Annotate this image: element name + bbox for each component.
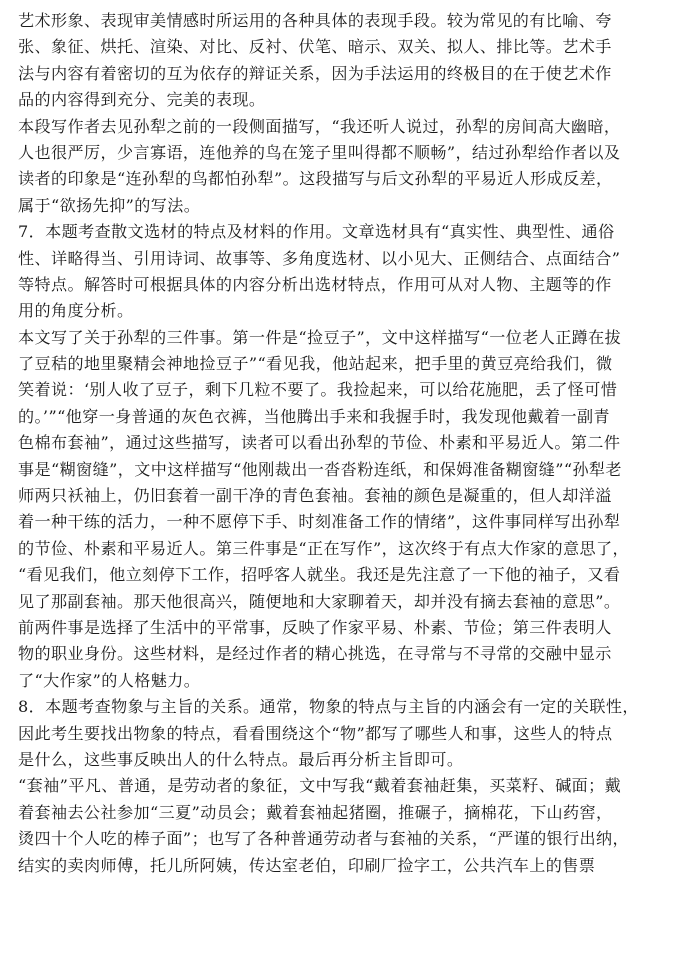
text-line: 8．本题考查物象与主旨的关系。通常，物象的特点与主旨的内涵会有一定的关联性， xyxy=(18,697,639,717)
text-line: 色棉布套袖”，通过这些描写，读者可以看出孙犁的节俭、朴素和平易近人。第二件 xyxy=(18,433,621,453)
text-line: 的。’”“他穿一身普通的灰色衣裤，当他腾出手来和我握手时，我发现他戴着一副青 xyxy=(18,406,611,426)
text-line: 见了那副套袖。那天他很高兴，随便地和大家聊着天，却并没有摘去套袖的意思”。 xyxy=(18,591,621,611)
text-line: 人也很严厉，少言寡语，连他养的鸟在笼子里叫得都不顺畅”，结过孙犁给作者以及 xyxy=(18,142,621,162)
text-line: “套袖”平凡、普通，是劳动者的象征，文中写我“戴着套袖赶集，买菜籽、碱面；戴 xyxy=(18,776,622,796)
text-line: 张、象征、烘托、渲染、对比、反衬、伏笔、暗示、双关、拟人、排比等。艺术手 xyxy=(18,37,612,57)
text-line: 烫四十个人吃的棒子面”；也写了各种普通劳动者与套袖的关系，“严谨的银行出纳， xyxy=(18,829,630,849)
text-line: “看见我们，他立刻停下工作，招呼客人就坐。我还是先注意了一下他的袖子，又看 xyxy=(18,565,621,585)
text-line: 品的内容得到充分、完美的表现。 xyxy=(18,90,266,110)
text-line: 本段写作者去见孙犁之前的一段侧面描写，“我还听人说过，孙犁的房间高大幽暗， xyxy=(18,116,621,136)
text-line: 结实的卖肉师傅，托儿所阿姨，传达室老伯，印刷厂捡字工，公共汽车上的售票 xyxy=(18,855,596,875)
text-line: 笑着说：‘别人收了豆子，剩下几粒不要了。我捡起来，可以给花施肥，丢了怪可惜 xyxy=(18,380,618,400)
text-line: 师两只袄袖上，仍旧套着一副干净的青色套袖。套袖的颜色是凝重的，但人却洋溢 xyxy=(18,486,612,506)
text-line: 属于“欲扬先抑”的写法。 xyxy=(18,195,201,215)
text-line: 前两件事是选择了生活中的平常事，反映了作家平易、朴素、节俭；第三件表明人 xyxy=(18,617,612,637)
text-line: 因此考生要找出物象的特点，看看围绕这个“物”都写了哪些人和事，这些人的特点 xyxy=(18,723,613,743)
text-line: 了“大作家”的人格魅力。 xyxy=(18,670,201,690)
text-line: 着一种干练的活力，一种不愿停下手、时刻准备工作的情绪”，这件事同样写出孙犁 xyxy=(18,512,621,532)
text-line: 等特点。解答时可根据具体的内容分析出选材特点，作用可从对人物、主题等的作 xyxy=(18,274,612,294)
text-line: 着套袖去公社参加“三夏”动员会；戴着套袖起猪圈，推碾子，摘棉花，下山药窖， xyxy=(18,802,613,822)
text-line: 性、详略得当、引用诗词、故事等、多角度选材、以小见大、正侧结合、点面结合” xyxy=(18,248,621,268)
text-line: 本文写了关于孙犁的三件事。第一件是“捡豆子”，文中这样描写“一位老人正蹲在拔 xyxy=(18,327,622,347)
text-line: 的节俭、朴素和平易近人。第三件事是“正在写作”，这次终于有点大作家的意思了， xyxy=(18,538,630,558)
text-line: 物的职业身份。这些材料，是经过作者的精心挑选，在寻常与不寻常的交融中显示 xyxy=(18,644,612,664)
text-line: 读者的印象是“连孙犁的鸟都怕孙犁”。这段描写与后文孙犁的平易近人形成反差， xyxy=(18,169,613,189)
text-line: 了豆秸的地里聚精会神地捡豆子”“看见我，他站起来，把手里的黄豆亮给我们，微 xyxy=(18,354,613,374)
text-line: 法与内容有着密切的互为依存的辩证关系，因为手法运用的终极目的在于使艺术作 xyxy=(18,63,612,83)
text-line: 艺术形象、表现审美情感时所运用的各种具体的表现手段。较为常见的有比喻、夸 xyxy=(18,11,612,30)
text-line: 事是“糊窗缝”，文中这样描写“他刚裁出一沓沓粉连纸，和保姆准备糊窗缝”“孙犁老 xyxy=(18,459,622,479)
text-line: 7．本题考查散文选材的特点及材料的作用。文章选材具有“真实性、典型性、通俗 xyxy=(18,222,615,242)
text-line: 用的角度分析。 xyxy=(18,301,134,321)
text-line: 是什么，这些事反映出人的什么特点。最后再分析主旨即可。 xyxy=(18,749,464,769)
